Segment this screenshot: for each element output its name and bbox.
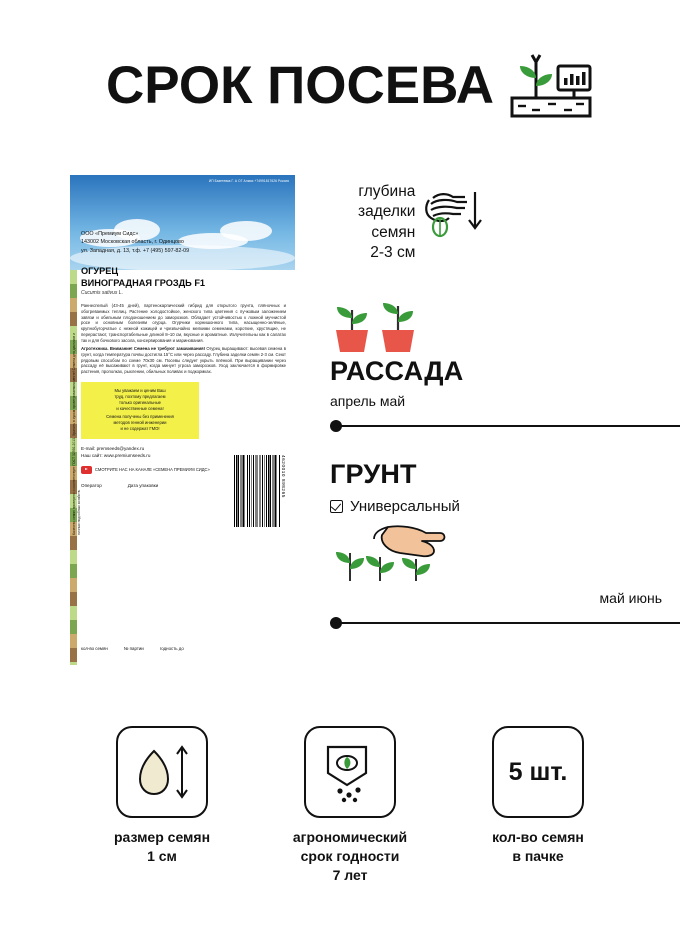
depth-line-3: семян <box>371 223 416 241</box>
page-title: СРОК ПОСЕВА <box>105 55 495 115</box>
caption-line-2: в пачке <box>512 848 564 865</box>
agrotech-text: Огурец выращивают: высевая семена в грунт, когда температура почвы достигла 15°С или через рассаду. Глубина заделки семян 2-3 см. Сеют рядовым способом по схеме 70х30 см. Посевы следует укрыть плёнкой. При выращивании через рассаду её высаживают в грунт, когда минует угроза заморозков. Уход заключается в формировке растения, прополках, рыхлении, обильных поливах и подкормках. <box>81 346 286 375</box>
description-paragraph: Раннеспелый (43-45 дней), партенокарпический гибрид для открытого грунта, плёночных и обогреваемых теплиц. Растение холодостойкое, женского типа цветения с пучковым заложением завязи и обильным плодоношением до заморозков. Обладает устойчивостью к ложной мучнистой росе и основным болезням огурца. Огурчики корнишонного типа, насыщенно-зелёные, крупнобугорчатые с нежной кожицей и чрезвычайно мелкими семенами, короткие, хрустящие, не перерастают, транспортабельные длиной 8–10 см, вкусные и ароматные. Излучительны как в салатах так и для бочкового засола, консервирования и маринования. <box>81 303 286 343</box>
packdate-label: Дата упаковки <box>127 482 159 488</box>
packet-yellow-note <box>81 382 199 439</box>
youtube-icon <box>81 466 92 474</box>
operator-label: Оператор <box>81 482 102 488</box>
seedling-stage <box>330 286 680 433</box>
yellow-line-2: труд, поэтому предлагаем <box>114 393 166 399</box>
expiry-label: годность до <box>159 646 184 651</box>
checkbox-checked-icon <box>330 500 343 513</box>
shelf-life-card <box>304 726 396 818</box>
seedling-timeline <box>330 419 680 433</box>
email-line[interactable]: E-mail: premseeds@yandex.ru <box>81 446 145 452</box>
packet-description <box>81 303 286 375</box>
seed-size-card <box>116 726 208 818</box>
yellow-line-4: и качественные семена! <box>116 405 164 411</box>
seed-count-value: 5 шт. <box>508 757 568 786</box>
seedling-pots-icon <box>330 286 680 356</box>
yellow-line-1: Мы уважаем и ценим Ваш <box>114 387 166 393</box>
card-seed-count <box>463 726 613 885</box>
caption-line-3: 7 лет <box>332 867 368 884</box>
yellow-line-3: только оригинальные <box>119 399 161 405</box>
company-name: ООО «Премиум Сидс» <box>81 231 139 237</box>
agrotech-paragraph <box>81 346 286 375</box>
website-line[interactable]: Наш сайт: www.premiumseeds.ru <box>81 453 151 459</box>
card-seed-size <box>87 726 237 885</box>
soil-months: май июнь <box>599 589 662 606</box>
page-header <box>0 30 700 140</box>
soil-timeline <box>330 616 680 630</box>
caption-line-2: срок годности <box>300 848 400 865</box>
soil-universal-check[interactable] <box>330 498 680 515</box>
crop-name: ОГУРЕЦ <box>81 266 119 277</box>
seed-count-label: кол-во семян <box>81 646 108 651</box>
soil-stage <box>330 459 680 630</box>
packet-top-legal-line: ИП Базетевка Г. А ОГ Алмаз +74991817626 Россия <box>208 179 289 183</box>
timeline-line <box>336 425 680 427</box>
packet-company-address <box>81 230 286 255</box>
caption-line-1: агрономический <box>292 829 408 846</box>
caption-line-1: кол-во семян <box>492 829 584 846</box>
latin-name: Cucumis sativus L. <box>81 290 123 297</box>
seed-count-card <box>492 726 584 818</box>
spec-cards <box>0 726 700 885</box>
packet-content <box>81 230 286 488</box>
caption-line-1: размер семян <box>113 829 211 846</box>
seed-size-caption <box>87 828 237 866</box>
packet-side-note: Качество семян проверено и соответствует ГОСТ 32592-2013. Хранить в сухом проветриваемом месте! Семена для дачников и личных подсобных хозяйств. <box>72 332 82 535</box>
company-region: 143002 Московская область, г. Одинцово <box>81 239 184 246</box>
packet-crop-title <box>81 266 286 289</box>
batch-number-label: № партии <box>123 646 144 651</box>
seedling-months: апрель май <box>330 392 406 409</box>
hand-seed-depth-icon <box>423 180 485 242</box>
agrotech-label: Агротехника. Внимание! Семена не требуют замачивания! <box>81 346 206 352</box>
seed-count-caption <box>463 828 613 866</box>
yellow-line-7: методов генной инженерии <box>113 420 167 426</box>
depth-value: 2-3 см <box>370 244 416 262</box>
variety-name: ВИНОГРАДНАЯ ГРОЗДЬ F1 <box>81 277 206 288</box>
yellow-line-8: и не содержат ГМО! <box>120 426 160 432</box>
soil-universal-label: Универсальный <box>350 497 460 515</box>
depth-line-2: заделки <box>358 203 416 221</box>
seed-size-icon <box>130 741 194 803</box>
seedling-title: РАССАДА <box>330 355 464 386</box>
info-column <box>330 180 680 630</box>
barcode-lines <box>234 455 280 527</box>
barcode <box>234 455 286 527</box>
sowing-depth-block <box>358 180 680 264</box>
sowing-depth-text <box>358 180 415 264</box>
hand-planting-icon <box>330 519 680 585</box>
youtube-label: СМОТРИТЕ НАС НА КАНАЛЕ «СЕМЕНА ПРЕМИУМ СИДС» <box>95 467 210 473</box>
yellow-line-6: Семена получены без применения <box>106 414 174 420</box>
packet-bottom-fields <box>81 646 286 651</box>
seed-packet-pour-icon <box>318 739 382 805</box>
barcode-number: 4620010 898265 <box>281 455 286 498</box>
seed-packet-image <box>70 175 295 665</box>
depth-line-1: глубина <box>358 183 416 200</box>
timeline-line <box>336 622 680 624</box>
card-shelf-life <box>275 726 425 885</box>
soil-title: ГРУНТ <box>330 458 417 489</box>
company-street: ул. Западная, д. 13, т.ф. +7 (495) 597-82-09 <box>81 247 190 254</box>
plant-chart-icon <box>508 42 594 128</box>
shelf-life-caption <box>275 828 425 885</box>
caption-line-2: 1 см <box>147 848 177 865</box>
